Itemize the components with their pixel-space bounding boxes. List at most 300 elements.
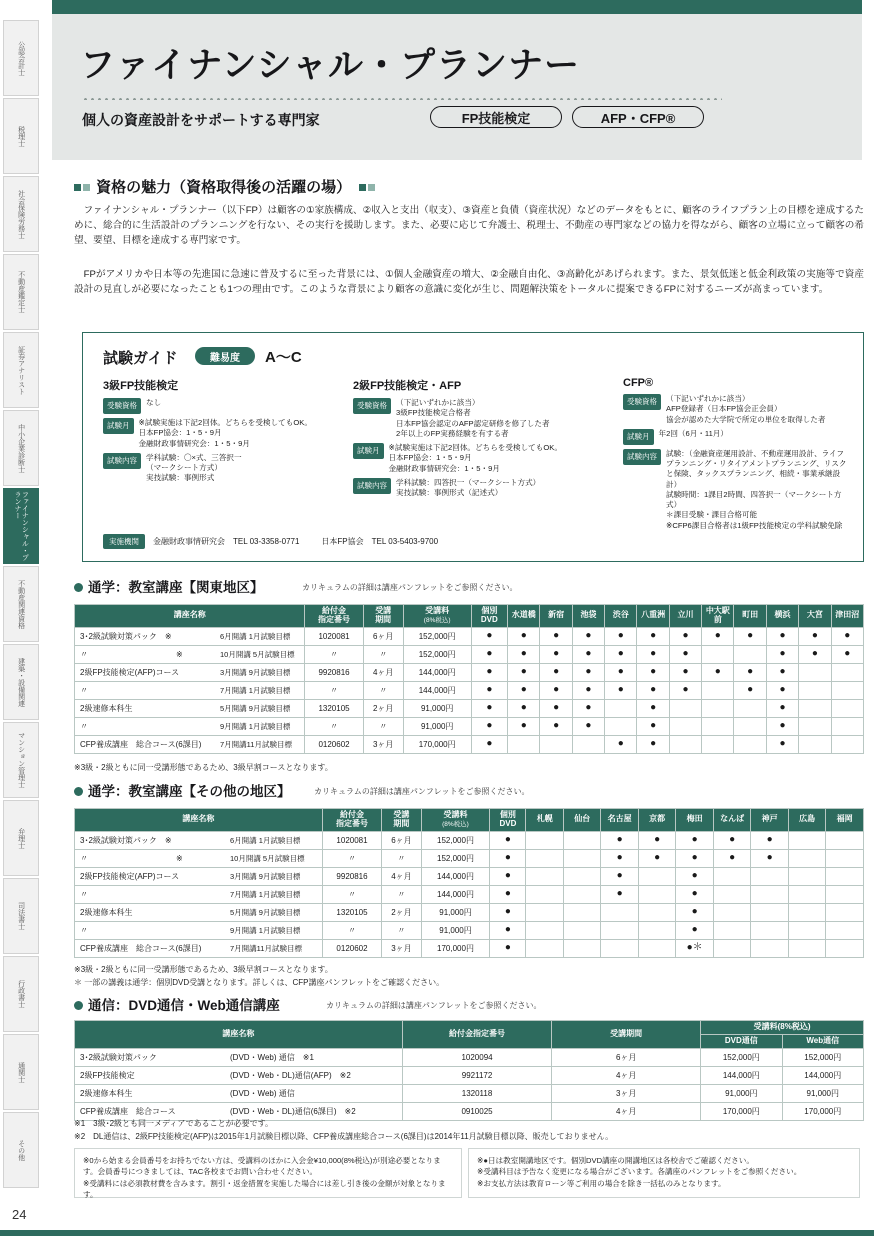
availability-cell: ●: [490, 903, 526, 921]
availability-cell: ●: [540, 699, 572, 717]
correspondence-course-table: [74, 1020, 864, 1121]
availability-cell: ●: [540, 627, 572, 645]
availability-cell: ●: [572, 627, 604, 645]
availability-cell: ●: [508, 627, 540, 645]
availability-cell: ●: [831, 645, 863, 663]
availability-cell: [540, 735, 572, 753]
availability-cell: [713, 885, 750, 903]
table-header-cell: 八重洲: [637, 605, 669, 628]
table-header-cell: 給付金 指定番号: [305, 605, 363, 628]
availability-cell: [601, 903, 638, 921]
table-header-cell: 仙台: [563, 809, 600, 832]
benefit-no-cell: 0910025: [402, 1102, 551, 1120]
availability-cell: [563, 831, 600, 849]
org-1: 金融財政事情研究会 TEL 03-3358-0771: [153, 537, 300, 546]
availability-cell: ●: [637, 735, 669, 753]
guide-row: [353, 443, 603, 474]
availability-cell: ●: [605, 735, 637, 753]
fee-cell: 144,000円: [421, 867, 490, 885]
availability-cell: [788, 903, 825, 921]
side-tab-4[interactable]: [3, 332, 39, 408]
availability-cell: [713, 939, 750, 957]
availability-cell: ●: [669, 627, 701, 645]
course-name-cell: 2級FP技能検定(AFP)コース 3月開講 9月試験目標: [75, 867, 323, 885]
dvd-fee-cell: 170,000円: [701, 1102, 782, 1120]
table-row: [75, 867, 864, 885]
guide-row-label: 試験内容: [353, 478, 391, 494]
availability-cell: ●: [572, 663, 604, 681]
availability-cell: [788, 831, 825, 849]
availability-cell: ●: [508, 681, 540, 699]
availability-cell: ●: [601, 831, 638, 849]
hero-banner: [52, 14, 862, 160]
course-name-cell: 3･2級試験対策パック ※ 6月開講 1月試験目標: [75, 627, 305, 645]
benefit-no-cell: 9921172: [402, 1066, 551, 1084]
period-cell: 6ヶ月: [552, 1048, 701, 1066]
table-row: [75, 885, 864, 903]
guide-row-value: 年2回（6月・11月）: [658, 428, 728, 438]
bullet-dot-icon: [74, 583, 83, 592]
availability-cell: [826, 849, 864, 867]
fee-cell: 91,000円: [403, 717, 471, 735]
availability-cell: [734, 717, 766, 735]
availability-cell: [563, 921, 600, 939]
note-table3: カリキュラムの詳細は講座パンフレットをご参照ください。: [326, 1001, 542, 1010]
side-tab-label: 建築・設備関連: [17, 657, 25, 707]
availability-cell: ●: [713, 849, 750, 867]
fee-cell: 170,000円: [421, 939, 490, 957]
availability-cell: [788, 867, 825, 885]
availability-cell: [638, 903, 675, 921]
availability-cell: [788, 939, 825, 957]
side-tab-label: 弁理士: [17, 827, 25, 849]
fee-cell: 144,000円: [403, 681, 471, 699]
availability-cell: [826, 921, 864, 939]
table-header-cell: 広島: [788, 809, 825, 832]
availability-cell: [563, 867, 600, 885]
table-header-cell: 大宮: [799, 605, 831, 628]
square-marker-icon: [83, 184, 90, 191]
period-cell: 4ヶ月: [363, 663, 403, 681]
availability-cell: ●: [471, 681, 507, 699]
guide-column-heading: 3級FP技能検定: [103, 380, 179, 392]
guide-row-label: 試験内容: [103, 453, 141, 469]
availability-cell: [734, 645, 766, 663]
square-marker-icon: [74, 184, 81, 191]
period-cell: 3ヶ月: [552, 1084, 701, 1102]
period-cell: 〃: [382, 885, 421, 903]
table-row: [75, 1084, 864, 1102]
availability-cell: [831, 663, 863, 681]
fee-cell: 152,000円: [421, 849, 490, 867]
availability-cell: ●: [669, 663, 701, 681]
guide-row-label: 試験月: [353, 443, 384, 459]
availability-cell: [751, 867, 788, 885]
availability-cell: ●: [471, 663, 507, 681]
availability-cell: ●: [734, 627, 766, 645]
availability-cell: [799, 717, 831, 735]
availability-cell: [638, 939, 675, 957]
availability-cell: ●: [540, 717, 572, 735]
page-number: 24: [12, 1207, 27, 1222]
availability-cell: [799, 663, 831, 681]
guide-column-cfp: [623, 377, 851, 535]
guide-row-value: （下記いずれかに該当） AFP登録者（日本FP協会正会員） 協会が認めた大学院で所定の単位を取得した者: [666, 394, 826, 424]
availability-cell: [751, 921, 788, 939]
fee-cell: 91,000円: [421, 921, 490, 939]
availability-cell: ●: [637, 699, 669, 717]
table-header-cell: 福岡: [826, 809, 864, 832]
period-cell: 4ヶ月: [552, 1066, 701, 1084]
availability-cell: [563, 849, 600, 867]
side-tab-8[interactable]: [3, 644, 39, 720]
guide-row-label: 試験内容: [623, 449, 661, 465]
guide-row-value: 試験：（金融資産運用設計、不動産運用設計、ライフプランニング・リタイアメントプランニング、リスクと保険、タックスプランニング、相続・事業承継設計） 試験時間：1課目2時間、四答択一（マークシート方式） ＊課目受験・課目合格可能 ※CFP6課目合格者は1級FP技能検定の学科試験免除: [666, 448, 847, 530]
bottom-note-line: ※受講料には必須教材費を含みます。割引・返金措置を実施した場合には差し引き後の金額が対象となります。: [83, 1178, 446, 1200]
benefit-no-cell: 〃: [305, 681, 363, 699]
availability-cell: [831, 681, 863, 699]
fee-cell: 170,000円: [403, 735, 471, 753]
table-header-cell: 講座名称: [75, 605, 305, 628]
availability-cell: ●: [637, 645, 669, 663]
availability-cell: ●: [601, 867, 638, 885]
availability-cell: ●: [669, 681, 701, 699]
availability-cell: [826, 903, 864, 921]
footnote-table2-1: ※3級・2級ともに同一受講形態であるため、3級早割コースとなります。: [74, 965, 333, 974]
table-header-cell: 受講期間: [552, 1021, 701, 1049]
availability-cell: ●: [508, 717, 540, 735]
fee-cell: 144,000円: [421, 885, 490, 903]
availability-cell: ●: [490, 885, 526, 903]
table-header-cell: 横浜: [766, 605, 798, 628]
period-cell: 〃: [382, 849, 421, 867]
table-header-cell: 名古屋: [601, 809, 638, 832]
availability-cell: [702, 717, 734, 735]
guide-row-value: なし: [146, 398, 162, 407]
availability-cell: ●: [676, 921, 713, 939]
table-row: [75, 849, 864, 867]
table-header-cell: 受講料 (8%税込): [403, 605, 471, 628]
fee-cell: 152,000円: [403, 645, 471, 663]
availability-cell: ●: [572, 717, 604, 735]
period-cell: 〃: [363, 717, 403, 735]
availability-cell: ●: [471, 627, 507, 645]
table-header-cell: 中大駅前: [702, 605, 734, 628]
guide-row: [103, 398, 338, 414]
benefit-no-cell: 1320105: [322, 903, 381, 921]
availability-cell: ●: [637, 681, 669, 699]
availability-cell: [734, 735, 766, 753]
bullet-dot-icon: [74, 1001, 83, 1010]
guide-row: [623, 429, 851, 445]
side-tab-strip: [0, 0, 44, 1236]
benefit-no-cell: 0120602: [305, 735, 363, 753]
table-row: [75, 831, 864, 849]
table-header-cell: DVD通信: [701, 1034, 782, 1048]
benefit-no-cell: 1020094: [402, 1048, 551, 1066]
availability-cell: [702, 681, 734, 699]
side-tab-5[interactable]: [3, 410, 39, 486]
footnote-table1: ※3級・2級ともに同一受講形態であるため、3級早割コースとなります。: [74, 763, 333, 772]
table-header-cell: 立川: [669, 605, 701, 628]
table-row: [75, 939, 864, 957]
guide-column-3kyu: [103, 377, 338, 488]
availability-cell: ●: [637, 627, 669, 645]
availability-cell: [526, 939, 563, 957]
guide-organizations: [103, 534, 460, 549]
availability-cell: [713, 903, 750, 921]
guide-row: [103, 418, 338, 449]
side-tab-7[interactable]: [3, 566, 39, 642]
org-2: 日本FP協会 TEL 03-5403-9700: [321, 537, 439, 546]
availability-cell: ●: [676, 849, 713, 867]
table-row: [75, 921, 864, 939]
guide-row: [353, 478, 603, 499]
table-header-cell: 個別 DVD: [490, 809, 526, 832]
guide-column-heading: 2級FP技能検定・AFP: [353, 380, 462, 392]
availability-cell: [563, 885, 600, 903]
availability-cell: ●: [605, 645, 637, 663]
benefit-no-cell: 0120602: [322, 939, 381, 957]
availability-cell: ●: [471, 717, 507, 735]
dvd-fee-cell: 144,000円: [701, 1066, 782, 1084]
web-fee-cell: 170,000円: [782, 1102, 863, 1120]
side-tab-2[interactable]: [3, 176, 39, 252]
table-header-cell: 町田: [734, 605, 766, 628]
guide-column-heading: CFP®: [623, 377, 654, 389]
availability-cell: [572, 735, 604, 753]
side-tab-9[interactable]: [3, 722, 39, 798]
availability-cell: [826, 939, 864, 957]
kanto-course-table: [74, 604, 864, 754]
guide-row-value: ※試験実施は下記2回体。どちらを受検してもOK。 日本FP協会：1・5・9月 金融財政事情研究会：1・5・9月: [388, 443, 562, 473]
side-tab-label: 中小企業診断士: [17, 423, 25, 473]
table-row: [75, 663, 864, 681]
benefit-no-cell: 1020081: [322, 831, 381, 849]
side-tab-6[interactable]: [3, 488, 39, 564]
availability-cell: ●: [831, 627, 863, 645]
table-row: [75, 645, 864, 663]
availability-cell: ●: [490, 831, 526, 849]
dotted-divider: [82, 96, 722, 100]
availability-cell: ●: [508, 699, 540, 717]
footnote-table3-2: ※2 DL通信は、2級FP技能検定(AFP)は2015年1月試験目標以降、CFP養成講座総合コース(6課目)は2014年11月試験目標以降、販売しておりません。: [74, 1132, 614, 1141]
top-bar: [52, 0, 862, 14]
period-cell: 〃: [382, 921, 421, 939]
fee-cell: 144,000円: [403, 663, 471, 681]
course-name-cell: 2級速修本科生 5月開講 9月試験目標: [75, 699, 305, 717]
table-header-cell: 津田沼: [831, 605, 863, 628]
guide-row-label: 試験月: [103, 418, 134, 434]
availability-cell: [713, 921, 750, 939]
table-header-cell: 受講 期間: [382, 809, 421, 832]
table-row: [75, 1066, 864, 1084]
availability-cell: ●: [766, 645, 798, 663]
side-tab-label: マンション管理士: [17, 732, 25, 788]
availability-cell: ●: [572, 645, 604, 663]
availability-cell: ●: [766, 663, 798, 681]
availability-cell: [751, 903, 788, 921]
availability-cell: [526, 921, 563, 939]
benefit-no-cell: 1020081: [305, 627, 363, 645]
course-name-cell: CFP養成講座 総合コース(6課目) 7月開講11月試験目標: [75, 939, 323, 957]
availability-cell: [799, 681, 831, 699]
availability-cell: ●: [799, 627, 831, 645]
footnote-table2-2: ＊ 一部の講義は通学：個別DVD受講となります。詳しくは、CFP講座パンフレットをご確認ください。: [74, 978, 445, 987]
web-fee-cell: 91,000円: [782, 1084, 863, 1102]
availability-cell: [669, 717, 701, 735]
guide-row-value: 学科試験：〇×式、三答択一 （マークシート方式） 実技試験：事例形式: [146, 452, 242, 483]
availability-cell: [799, 735, 831, 753]
availability-cell: ●: [638, 831, 675, 849]
availability-cell: [734, 699, 766, 717]
availability-cell: ●: [490, 849, 526, 867]
availability-cell: [669, 735, 701, 753]
side-tab-label: 証券アナリスト: [17, 345, 25, 395]
availability-cell: ●: [638, 849, 675, 867]
table-row: [75, 699, 864, 717]
period-cell: 3ヶ月: [382, 939, 421, 957]
course-name-cell: 3･2級試験対策パック (DVD・Web) 通信 ※1: [75, 1048, 403, 1066]
period-cell: 〃: [363, 681, 403, 699]
table-header-cell: なんば: [713, 809, 750, 832]
side-tab-label: 通関士: [17, 1061, 25, 1083]
availability-cell: ●: [508, 663, 540, 681]
benefit-no-cell: 〃: [305, 717, 363, 735]
heading-table1: 通学：教室講座【関東地区】: [74, 576, 264, 596]
exam-guide-box: [82, 332, 864, 562]
availability-cell: ●: [508, 645, 540, 663]
table-header-cell: 池袋: [572, 605, 604, 628]
side-tab-label: 不動産鑑定士: [17, 271, 25, 313]
period-cell: 3ヶ月: [363, 735, 403, 753]
side-tab-11[interactable]: [3, 878, 39, 954]
square-marker-icon: [359, 184, 366, 191]
availability-cell: [526, 903, 563, 921]
charm-paragraph-1: ファイナンシャル・プランナー（以下FP）は顧客の①家族構成、②収入と支出（収支）、③資産と負債（資産状況）などのデータをもとに、顧客のライフプラン上の目標を達成するために、総合的に生活設計のプランニングを行ない、その実行を援助します。また、必要に応じて弁護士、税理士、不動産の専門家などの協力を得ながら、顧客の立場に立って顧客の希望、要望、目標を達成する専門家です。: [74, 205, 864, 246]
availability-cell: ●: [676, 903, 713, 921]
course-name-cell: 〃 7月開講 1月試験目標: [75, 681, 305, 699]
table-header-cell: 講座名称: [75, 1021, 403, 1049]
availability-cell: [526, 867, 563, 885]
footnote-table3-1: ※1 3級･2級とも同一メディアであることが必要です。: [74, 1119, 274, 1128]
availability-cell: [831, 735, 863, 753]
availability-cell: [831, 699, 863, 717]
side-tab-label: 公認会計士: [17, 40, 25, 76]
side-tab-12[interactable]: [3, 956, 39, 1032]
side-tab-label: 行政書士: [17, 980, 25, 1008]
availability-cell: ●: [799, 645, 831, 663]
section-heading-text: 資格の魅力（資格取得後の活躍の場）: [96, 179, 352, 196]
availability-cell: [831, 717, 863, 735]
benefit-no-cell: 1320118: [402, 1084, 551, 1102]
side-tab-0[interactable]: [3, 20, 39, 96]
availability-cell: ●: [471, 645, 507, 663]
availability-cell: ●: [490, 921, 526, 939]
web-fee-cell: 152,000円: [782, 1048, 863, 1066]
bottom-note-line: ※お支払方法は教育ローン等ご利用の場合を除き一括払のみとなります。: [477, 1178, 726, 1188]
dvd-fee-cell: 91,000円: [701, 1084, 782, 1102]
availability-cell: [601, 921, 638, 939]
bottom-note-line: ※0から始まる会員番号をお持ちでない方は、受講料のほかに入会金¥10,000(8%税込)が別途必要となります。会員番号につきましては、TAC各校までお問い合わせください。: [83, 1156, 441, 1177]
table-header-cell: 受講料(8%税込): [701, 1021, 864, 1035]
availability-cell: [508, 735, 540, 753]
table-header-cell: 給付金指定番号: [402, 1021, 551, 1049]
availability-cell: ●: [471, 735, 507, 753]
benefit-no-cell: 〃: [322, 885, 381, 903]
benefit-no-cell: 〃: [322, 921, 381, 939]
guide-row: [623, 449, 851, 531]
charm-paragraph-2: FPがアメリカや日本等の先進国に急速に普及するに至った背景には、①個人金融資産の増大、②金融自由化、③高齢化があげられます。また、景気低迷と低金利政策の実施等で資産設計の見直しが必要になったことも1つの理由です。このような背景により顧客の意識に変化が生じ、問題解決策をトータルに提案できるFPに対するニーズが高まっています。: [74, 269, 864, 295]
fee-cell: 91,000円: [403, 699, 471, 717]
course-name-cell: 2級速修本科生 (DVD・Web) 通信: [75, 1084, 403, 1102]
table-header-cell: 受講料 (8%税込): [421, 809, 490, 832]
availability-cell: [638, 921, 675, 939]
availability-cell: ●: [601, 885, 638, 903]
side-tab-1[interactable]: [3, 98, 39, 174]
benefit-no-cell: 〃: [305, 645, 363, 663]
side-tab-3[interactable]: [3, 254, 39, 330]
difficulty-value: A〜C: [265, 349, 302, 366]
availability-cell: ●: [702, 627, 734, 645]
course-name-cell: CFP養成講座 総合コース(6課目) 7月開講11月試験目標: [75, 735, 305, 753]
availability-cell: ●: [713, 831, 750, 849]
table-row: [75, 735, 864, 753]
availability-cell: ●: [766, 681, 798, 699]
bottom-note-right: [468, 1148, 860, 1198]
guide-row-label: 受験資格: [623, 394, 661, 410]
availability-cell: [638, 867, 675, 885]
side-tab-13[interactable]: [3, 1034, 39, 1110]
course-name-cell: 〃 ※ 10月開講 5月試験目標: [75, 849, 323, 867]
side-tab-14[interactable]: [3, 1112, 39, 1188]
guide-row-value: （下記いずれかに該当） 3級FP技能検定合格者 日本FP協会認定のAFP認定研修を修了した者 2年以上のFP実務経験を有する者: [396, 398, 550, 438]
period-cell: 6ヶ月: [363, 627, 403, 645]
fee-cell: 152,000円: [421, 831, 490, 849]
table-header-cell: 講座名称: [75, 809, 323, 832]
availability-cell: ●: [766, 699, 798, 717]
availability-cell: ●: [676, 831, 713, 849]
side-tab-label: その他: [17, 1139, 25, 1161]
bottom-bar: [0, 1230, 874, 1236]
availability-cell: [605, 699, 637, 717]
course-name-cell: 2級FP技能検定 (DVD・Web・DL)通信(AFP) ※2: [75, 1066, 403, 1084]
hero-subtitle: 個人の資産設計をサポートする専門家: [82, 112, 320, 128]
availability-cell: [751, 939, 788, 957]
availability-cell: [526, 849, 563, 867]
availability-cell: ●: [572, 681, 604, 699]
heading-table2: 通学：教室講座【その他の地区】: [74, 780, 291, 800]
bottom-note-line: ※●日は教室開講地区です。個別DVD講座の開講地区は各校舎でご確認ください。: [477, 1156, 754, 1165]
table-header-cell: 個別 DVD: [471, 605, 507, 628]
table-header-cell: 給付金 指定番号: [322, 809, 381, 832]
availability-cell: [799, 699, 831, 717]
side-tab-10[interactable]: [3, 800, 39, 876]
fee-cell: 91,000円: [421, 903, 490, 921]
badge-fp-ginou: FP技能検定: [430, 106, 562, 128]
guide-row: [353, 398, 603, 439]
availability-cell: ●: [766, 735, 798, 753]
guide-row-label: 試験月: [623, 429, 654, 445]
guide-row-label: 受験資格: [103, 398, 141, 414]
guide-row-value: 学科試験：四答択一（マークシート方式） 実技試験：事例形式（記述式）: [396, 477, 541, 497]
availability-cell: ●: [490, 867, 526, 885]
course-name-cell: 〃 9月開講 1月試験目標: [75, 921, 323, 939]
availability-cell: [788, 885, 825, 903]
availability-cell: ●: [572, 699, 604, 717]
availability-cell: ●: [490, 939, 526, 957]
availability-cell: ●: [676, 867, 713, 885]
